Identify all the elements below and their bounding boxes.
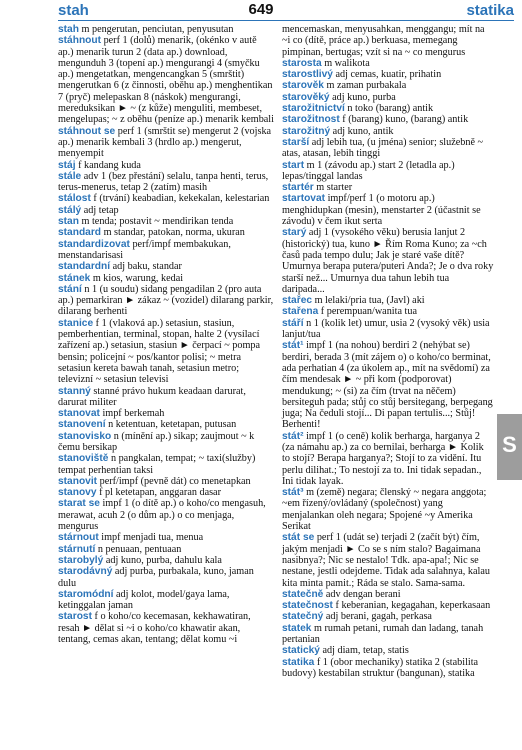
entry-definition: f pl ketetapan, anggaran dasar — [99, 487, 221, 499]
entry-definition: impf menjadi tua, menua — [101, 532, 204, 544]
entry-definition: f 1 (vlaková ap.) setasiun, stasiun, pemberhentian, terminal, stopan, halte 2 (vysílací zařízení ap.) setasiun, stasiun ► čerpací ~ pompa bensin; policejní ~ pos/kantor polisi; ~ metra setasiun kereta bawah tanah, setasiun metro; televizní ~ setasiun televisi — [58, 317, 261, 386]
entry-definition: adj baku, standar — [112, 261, 182, 273]
headword: stanovy — [58, 487, 97, 499]
dictionary-entry — [282, 487, 494, 532]
right-column — [282, 24, 494, 679]
dictionary-entry — [282, 318, 494, 341]
dictionary-entry — [58, 386, 274, 409]
headword: stanný — [58, 385, 91, 397]
headword: stah — [58, 24, 79, 35]
headword: stát³ — [282, 487, 304, 499]
headword: starožitný — [282, 125, 331, 137]
entry-definition: perf 1 (dolů) menarik, (okénko v autě ap.) menarik turun 2 (data ap.) download, mengunduh 3 (topení ap.) mengurangi 4 (smyčku ap.) mengetatkan, mengencangkan 5 (smrštit) mengerutkan 6 (z činnosti, oběhu ap.) menghentikan 7 (pryč) melepaskan 8 (náskok) mengurangi, mereduksikan ► ~ (z kůže) menguliti, membeset, mengelupas; ~ z oběhu (peníze ap.) menarik kembali — [58, 35, 274, 126]
dictionary-entry — [282, 126, 494, 137]
dictionary-entry — [58, 171, 274, 194]
dictionary-entry — [282, 600, 494, 611]
entry-definition: m walikota — [324, 57, 370, 69]
headword: stáří — [282, 317, 304, 329]
dictionary-entry — [282, 589, 494, 600]
headword: stařec — [282, 295, 313, 307]
headword: starožitnictví — [282, 103, 345, 115]
dictionary-entry — [282, 114, 494, 125]
entry-definition: f keberanian, kegagahan, keperkasaan — [335, 600, 491, 612]
headword: starožitnost — [282, 114, 340, 126]
entry-definition: adj purba, purbakala, kuno, jaman dulu — [58, 566, 254, 589]
headword: starostlivý — [282, 69, 333, 81]
entry-definition: m standar, patokan, norma, ukuran — [103, 227, 245, 239]
dictionary-entry — [58, 261, 274, 272]
dictionary-entry — [58, 566, 274, 589]
entry-definition: f kandang kuda — [78, 159, 141, 171]
entry-definition: perf/impf (pevně dát) co menetapkan — [99, 475, 251, 487]
dictionary-entry — [58, 24, 274, 35]
dictionary-entry — [58, 476, 274, 487]
entry-definition: adj cemas, kuatir, prihatin — [335, 69, 442, 81]
entry-definition: m pengerutan, penciutan, penyusutan — [81, 24, 234, 35]
dictionary-entry — [282, 160, 494, 183]
headword: statika — [282, 656, 315, 668]
headword: starodávný — [58, 566, 113, 578]
entry-definition: impf/perf 1 (o motoru ap.) menghidupkan (mesin), menstarter 2 (účastnit se závodu) v čem ikut serta — [282, 193, 481, 228]
headword: starší — [282, 136, 310, 148]
dictionary-entry — [58, 273, 274, 284]
headword: statečný — [282, 611, 324, 623]
entry-definition: perf 1 (udát se) terjadi 2 (začít být) čím, jakým menjadi ► Co se s ním stalo? Bagaimana nasibnya?; Nic se nestalo! Tdk. apa-apa!; Nic se nestane, jestli odejdeme. Tidak ada salahnya, kalau kita minta pamit.; Ráda se stalo. Sama-sama. — [282, 532, 490, 589]
entry-definition: n (mínění ap.) sikap; zaujmout ~ k čemu bersikap — [58, 430, 255, 453]
dictionary-entry — [58, 216, 274, 227]
entry-definition: impf 1 (na nohou) berdiri 2 (nehýbat se) berdiri, berada 3 (mít zájem o) o koho/co berminat, ada perhatian 4 (za úkolem ap., mít na svědomí) za čím mendesak ► ~ při kom (podporovat) mendukung; ~ (si) za čím (trvat na něčem) bersiteguh pada; stůj co stůj bersitegang, berpegang juga; Na čeduli stojí... Di papan tertulis...; Stůj! Berhenti! — [282, 340, 493, 431]
dictionary-entry — [58, 487, 274, 498]
headword: starověk — [282, 80, 324, 92]
entry-definition: adj kuno, purba — [332, 91, 396, 103]
headword: startér — [282, 182, 314, 194]
headword: staromódní — [58, 588, 114, 600]
dictionary-entry — [58, 544, 274, 555]
entry-definition: n pangkalan, tempat; ~ taxi(služby) tempat perhentian taksi — [58, 453, 256, 476]
dictionary-entry — [282, 306, 494, 317]
dictionary-entry — [282, 431, 494, 487]
dictionary-entry — [282, 69, 494, 80]
entry-definition: n 1 (u soudu) sidang pengadilan 2 (pro auta ap.) pemarkiran ► zákaz ~ (vozidel) dilarang parkir, dilarang berhenti — [58, 283, 274, 318]
dictionary-entry — [282, 532, 494, 588]
headword: stan — [58, 216, 79, 228]
entry-definition: n ketentuan, ketetapan, putusan — [108, 419, 237, 431]
entry-definition: f o koho/co kecemasan, kekhawatiran, resah ► dělat si ~i o koho/co khawatir akan, tentang, cemas akan, tentang; dělat komu ~i — [58, 611, 251, 646]
headword: starobylý — [58, 554, 104, 566]
headword: stát² — [282, 430, 304, 442]
headword: stárnutí — [58, 543, 96, 555]
dictionary-entry — [282, 24, 494, 58]
entry-definition: impf 1 (o dítě ap.) o koho/co mengasuh, merawat, acuh 2 (o dům ap.) o co menjaga, mengurus — [58, 498, 266, 533]
entry-definition: perf 1 (smrštit se) mengerut 2 (vojska ap.) menarik kembali 3 (hrdlo ap.) mengerut, menyempit — [58, 125, 272, 160]
entry-definition: f 1 (obor mechaniky) statika 2 (stabilita budovy) kestabilan struktur (bangunan), statika — [282, 656, 479, 679]
headword: stánek — [58, 272, 91, 284]
dictionary-entry — [58, 419, 274, 430]
entry-definition: n penuaan, pentuaan — [97, 543, 182, 555]
headword: stáhnout — [58, 35, 102, 47]
dictionary-entry — [282, 92, 494, 103]
headword: startovat — [282, 193, 326, 205]
entry-definition: n toko (barang) antik — [347, 103, 434, 115]
entry-definition: m lelaki/pria tua, (Javl) aki — [314, 295, 425, 307]
thumb-index-tab[interactable] — [497, 414, 522, 480]
dictionary-entry — [282, 340, 494, 430]
entry-definition: adj kuno, purba, dahulu kala — [105, 554, 222, 566]
dictionary-entry — [282, 227, 494, 295]
dictionary-entry — [58, 453, 274, 476]
entry-definition: impf berkemah — [102, 408, 165, 420]
header-rule — [58, 20, 514, 21]
entry-definition: n 1 (kolik let) umur, usia 2 (vysoký věk) usia lanjut/tua — [282, 317, 490, 341]
headword: stanovit — [58, 475, 98, 487]
entry-definition: m (země) negara; členský ~ negara anggota; ~em řízený/ovládaný (společnost) yang menjalankan oleh negara; Spojené ~y Amerika Serikat — [282, 487, 487, 533]
headword: starat se — [58, 498, 100, 510]
dictionary-entry — [58, 532, 274, 543]
page-number: 649 — [248, 1, 274, 18]
entry-definition: adj kolot, model/gaya lama, ketinggalan jaman — [58, 588, 230, 612]
dictionary-entry — [58, 498, 274, 532]
entry-definition: adj kuno, antik — [332, 125, 394, 137]
dictionary-entry — [282, 80, 494, 91]
headword: stanovat — [58, 408, 100, 420]
dictionary-entry — [58, 589, 274, 612]
headword: stáj — [58, 159, 76, 171]
headword: statečnost — [282, 600, 333, 612]
headword: statický — [282, 645, 320, 657]
dictionary-entry — [58, 126, 274, 160]
dictionary-entry — [282, 103, 494, 114]
dictionary-entry — [58, 431, 274, 454]
entry-definition: adj 1 (vysokého věku) berusia lanjut 2 (historický) tua, kuno ► Řím Roma Kuno; za ~ch časů pada tempo dulu; Jak je staré vaše dítě? Umurnya berapa putera/puteri Anda?; Je o dva roky starší než... Umurnya dua tahun lebih tua daripada... — [282, 227, 494, 295]
headword: start — [282, 159, 305, 171]
headword: standardní — [58, 261, 111, 273]
headword: stanovení — [58, 419, 106, 431]
dictionary-entry — [58, 611, 274, 645]
entry-definition: impf 1 (o ceně) kolik berharga, harganya 2 (za námahu ap.) za co bernilai, berharga ► Kolik to stojí? Berapa harganya?; Stojí to za vidění. Itu perlu dilihat.; To nestojí za to. Ini tidak sepadan., Ini tidak layak. — [282, 430, 484, 487]
headword: stařena — [282, 306, 319, 318]
headword: statečně — [282, 588, 324, 600]
headword: stání — [58, 283, 82, 295]
dictionary-entry — [58, 284, 274, 318]
entry-definition: f (barang) kuno, (barang) antik — [342, 114, 469, 126]
dictionary-entry — [282, 137, 494, 160]
dictionary-entry — [282, 623, 494, 646]
dictionary-entry — [58, 35, 274, 125]
entry-definition: adv dengan berani — [325, 588, 401, 600]
dictionary-entry — [282, 657, 494, 680]
entry-definition: adv 1 (bez přestání) selalu, tanpa henti, terus, terus-menerus, tetap 2 (zatím) masih — [58, 170, 269, 194]
entry-definition: m zaman purbakala — [326, 80, 407, 92]
last-guide-word: statika — [466, 2, 514, 19]
dictionary-entry — [282, 193, 494, 227]
entry-definition: adj lebih tua, (u jména) senior; služebně ~ atas, atasan, lebih tinggi — [282, 136, 484, 160]
headword: starý — [282, 227, 307, 239]
page-header — [0, 0, 522, 22]
entry-definition: perf/impf membakukan, menstandarisasi — [58, 238, 231, 261]
entry-definition: m starter — [316, 182, 353, 194]
headword: statek — [282, 622, 312, 634]
entry-definition: m 1 (závodu ap.) start 2 (letadla ap.) lepas/tinggal landas — [282, 159, 455, 182]
entry-definition: m kios, warung, kedai — [92, 272, 184, 284]
headword: starost — [58, 611, 92, 623]
headword: stálý — [58, 204, 82, 216]
headword: stárnout — [58, 532, 99, 544]
dictionary-entry — [58, 160, 274, 171]
dictionary-entry — [282, 58, 494, 69]
entry-definition: m rumah petani, rumah dan ladang, tanah pertanian — [282, 622, 484, 646]
dictionary-entry — [58, 555, 274, 566]
entry-definition: f perempuan/wanita tua — [320, 306, 417, 318]
entry-definition: m tenda; postavit ~ mendirikan tenda — [81, 216, 234, 228]
entry-definition: mencemaskan, menyusahkan, menggangu; mít na ~i co (dítě, práce ap.) berkuasa, memegang pimpinan, bertugas; vzít si na ~ co mengurus — [282, 24, 485, 58]
headword: starověký — [282, 91, 330, 103]
dictionary-entry — [282, 295, 494, 306]
entry-definition: adj berani, gagah, perkasa — [325, 611, 432, 623]
headword: stáhnout se — [58, 125, 116, 137]
headword: stanice — [58, 317, 94, 329]
entry-definition: stanné právo hukum keadaan darurat, darurat militer — [58, 385, 246, 408]
headword: stále — [58, 170, 82, 182]
dictionary-entry — [58, 239, 274, 262]
entry-definition: f (trvání) keabadian, kekekalan, kelestarian — [93, 193, 270, 205]
headword: stanovisko — [58, 430, 112, 442]
thumb-index-letter: S — [502, 432, 517, 457]
dictionary-entry — [282, 182, 494, 193]
headword: stát se — [282, 532, 315, 544]
headword: starosta — [282, 57, 322, 69]
entry-definition: adj diam, tetap, statis — [322, 645, 409, 657]
headword: stálost — [58, 193, 91, 205]
dictionary-entry — [58, 408, 274, 419]
entry-definition: adj tetap — [83, 204, 119, 216]
dictionary-entry — [282, 645, 494, 656]
first-guide-word: stah — [58, 2, 89, 19]
headword: stanoviště — [58, 453, 109, 465]
dictionary-entry — [282, 611, 494, 622]
headword: stát¹ — [282, 340, 304, 352]
headword: standard — [58, 227, 102, 239]
dictionary-entry — [58, 227, 274, 238]
dictionary-entry — [58, 318, 274, 386]
left-column — [58, 24, 274, 645]
headword: standardizovat — [58, 238, 130, 250]
dictionary-entry — [58, 205, 274, 216]
dictionary-entry — [58, 193, 274, 204]
